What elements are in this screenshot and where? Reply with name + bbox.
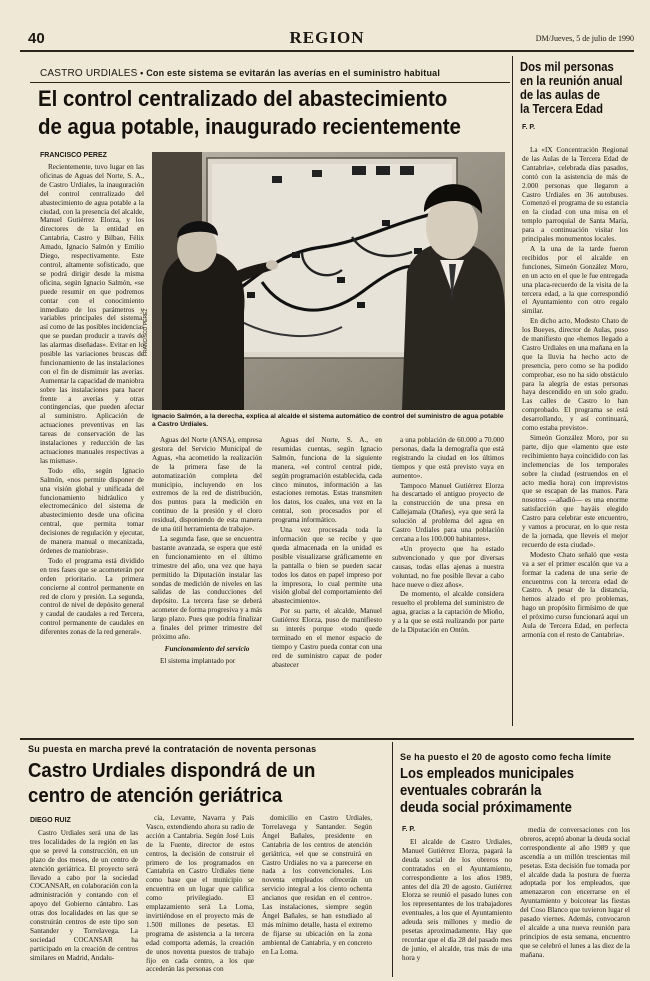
- bottom-right-col1-text: El alcalde de Castro Urdiales, Manuel Gutiérrez Elorza, pagará la deuda social de los obreros no contratados en el Ayuntamiento, correspondiente a los años 1989, antes del día 20 de agosto. Gutiérrez Elorza se reunió el pasado lunes con los representantes de los trabajadores eventuales, a los que el Ayuntamiento adeuda seis millones y medio de pesetas aproximadamente. Hay que recordar que el día 28 del pasado mes de junio, el alcalde, tras más de una hora y: [402, 838, 512, 962]
- main-kicker-place: CASTRO URDIALES: [40, 68, 138, 79]
- main-col3-paragraph: Por su parte, el alcalde, Manuel Gutiérrez Elorza, puso de manifiesto su interés porque «todo quede terminado en el menor espacio de tiempo y Castro pueda contar con una red de suministro capaz de poder abastecer: [272, 607, 382, 669]
- main-col2-paragraph: La segunda fase, que se encuentra bastante avanzada, se espera que esté en funcionamiento en el último trimestre del año, una vez que haya permitido la Diputación instalar las sondas de medición de niveles en las salidas de las conducciones del depósito. La tercera fase se deberá acometer de forma progresiva y a más largo plazo. Pues que podría finalizar a finales del primer trimestre del próximo año.: [152, 534, 262, 641]
- main-col2-tail: El sistema implantado por: [160, 656, 236, 665]
- main-col1-paragraph: Todo el programa está dividido en tres fases que se acometerán por orden prioritario. La primera concierne al control permanente en red de cloro y presión. La segunda, control de nivel de depósito general y caudal de caudales a red Tercera, control permanente de caudales en diferentes zonas de la red general».: [40, 556, 144, 637]
- bottom-left-headline-line-2: centro de atención geriátrica: [28, 785, 283, 807]
- main-col1-paragraph: Todo ello, según Ignacio Salmón, «nos permite disponer de una visión global y unificada del funcionamiento hidráulico y electromecánico del sistema de abastecimiento desde una oficina central, que permita tomar decisiones de regulación y ejecutar, de manera manual o mecanizada, órdenes de maniobras».: [40, 466, 144, 555]
- main-col2-paragraph: Aguas del Norte (ANSA), empresa gestora del Servicio Municipal de Aguas, «ha acometido la realización de la primera fase de la automatización completa del municipio, incluyendo en los extremos de la red de distribución, dos puntos para la medición en continuo de la presión y el cloro residual, disponiendo de esta manera de una útil herramienta de trabajo».: [152, 436, 262, 534]
- bottom-column-divider: [392, 742, 393, 977]
- photo-credit: FRANCISCO PEREZ: [143, 308, 149, 356]
- bottom-right-column-2: [520, 826, 630, 978]
- sidebar-column: [522, 146, 628, 730]
- bottom-left-col2-text: cía, Levante, Navarra y País Vasco, extendiendo ahora su radio de acción a Cantabria. Según José Luis de la Fuente, director de estos centros, la decisión de construir el primero de los programados en Cantabria en Castro Urdiales tiene como base que el municipio se encuentra en un lugar que califica como privilegiado. El emplazamiento será La Loma, invirtiéndose en el proyecto más de 1.500 millones de pesetas. El programa de asistencia a la tercera edad comporta además, la creación de unos noventa puestos de trabajo fijo en cada centro, a los que accederán las personas con: [146, 814, 254, 974]
- bottom-left-col1-text: Castro Urdiales será una de las tres localidades de la región en las que se prevé la construcción, en un plazo de dos meses, de un centro de atención geriátrica. El proyecto será llevado a cabo por la sociedad COCANSAR, en colaboración con la administración y contando con el apoyo del Gobierno cántabro. Las otras dos localidades en las que se construirán centros de este tipo son Santander y Torrelavega. La sociedad COCANSAR ha participado en la creación de centros similares en Madrid, Andalu-: [30, 829, 138, 962]
- photo-illustration: [152, 152, 505, 410]
- main-kicker-text: • Con este sistema se evitarán las averías en el suministro habitual: [140, 68, 441, 78]
- bottom-right-headline-line-2: eventuales cobrarán la: [400, 783, 542, 799]
- dateline: DM/Jueves, 5 de julio de 1990: [535, 34, 634, 43]
- sidebar-paragraph: En dicho acto, Modesto Chato de los Bueyes, director de Aulas, puso de manifiesto que «hemos llegado a Castro Urdiales en una mañana en la que la lluvia ha hecho acto de presencia, pero como se ha podido comprobar, eso no ha sido obstáculo para la alegría de estas personas haya descendido en un solo grado. Las calles de Castro lo han comprobado. El programa se está desarrollando, y así continuará, como estaba previsto».: [522, 317, 628, 433]
- bottom-right-kicker: Se ha puesto el 20 de agosto como fecha límite: [400, 752, 612, 762]
- main-col2-subhead: Funcionamiento del servicio: [164, 644, 250, 653]
- section-divider: [20, 738, 634, 740]
- divider: [30, 82, 510, 83]
- bottom-right-byline: F. P.: [402, 826, 416, 833]
- sidebar-paragraph: Modesto Chato señaló que «esta va a ser el primer escalón que va a formar la cadena de una serie de encuentros con la tercera edad de Castro. A pesar de la distancia, hemos alzado el pro problemas, hago un propósito firmísimo de que el próximo curso funcionará aquí un Aula de Tercera Edad, en perfecta armonía con el resto de Cantabria».: [522, 550, 628, 639]
- main-col4-paragraph: «Un proyecto que ha estado subvencionado y que por diversas causas, todas ellas ajenas a nuestra voluntad, no fue posible llevar a cabo hace nueve o diez años».: [392, 544, 504, 589]
- bottom-left-byline: DIEGO RUIZ: [30, 817, 71, 824]
- sidebar-paragraph: A la una de la tarde fueron recibidos por el alcalde en funciones, Simeón González Moro, en un acto en el que le fue entregada una placa-recuerdo de la visita de la tercera edad, a la que correspondió el Ayuntamiento con otro regalo similar.: [522, 244, 628, 316]
- page-number: 40: [28, 30, 45, 47]
- photo: [152, 152, 505, 410]
- sidebar-paragraph: La «IX Concentración Regional de las Aulas de la Tercera Edad de Cantabria», celebrada días pasados, contó con la asistencia de más de 2.000 personas que llegaron a Castro Urdiales en 36 autobuses. Comenzó el programa de su estancia en la ciudad con una misa en el templo parroquial de Santa María, para a continuación visitar los principales monumentos locales.: [522, 146, 628, 244]
- column-divider: [512, 56, 513, 726]
- main-col4-paragraph: De momento, el alcalde considera resuelto el problema del suministro de agua, gracias a la captación de Mioño, y a la que se está realizando por parte de la Diputación en Ontón.: [392, 590, 504, 635]
- main-col3-paragraph: Una vez procesada toda la información que se recibe y que queda almacenada en la unidad es posible visualizarse gráficamente en la pantalla o bien se pueden sacar todos los datos en papel impreso por la impresora, lo cual permite una visión global del comportamiento del abastecimiento».: [272, 526, 382, 606]
- sidebar-byline: F. P.: [522, 124, 536, 131]
- bottom-left-headline-line-1: Castro Urdiales dispondrá de un: [28, 760, 316, 782]
- main-column-2: [152, 436, 262, 726]
- bottom-right-headline-line-3: deuda social próximamente: [400, 800, 572, 816]
- main-headline-line-2: de agua potable, inaugurado recientemente: [38, 114, 461, 139]
- sidebar-paragraph: Simeón González Moro, por su parte, dijo que «lamento que este recibimiento haya coincidido con las inclemencias de los temporales sobre la ciudad (estruendos en el acto media hora) con imprevistos que se escapan de las manos. Para nosotros —añadió— es una enorme satisfacción que hayáis elegido Castro para celebrar este encuentro, y vamos a procurar, en lo que resta de la jornada, que lleveis el mejor recuerdo de esta ciudad».: [522, 434, 628, 549]
- sidebar-headline-line-4: la Tercera Edad: [520, 102, 603, 116]
- bottom-left-kicker: Su puesta en marcha prevé la contratación de noventa personas: [28, 744, 317, 754]
- main-col3-paragraph: Aguas del Norte, S. A., en resumidas cuentas, según Ignacio Salmón, funciona de la siguiente manera, «el control central pide, según programación establecida, cada cinco minutos, información a las estaciones remotas. Estas transmiten los datos, los cuales, una vez en la central, son procesados por el programa informático.: [272, 436, 382, 525]
- main-col1-paragraph: Recientemente, tuvo lugar en las oficinas de Aguas del Norte, S. A., de Castro Urdiales, la inauguración del control centralizado del abastecimiento de agua potable a la ciudad, con la presencia del alcalde, Manuel Gutiérrez Elorza, y los directores de la entidad en Cantabria, Castro y Bilbao, Félix Amado, Ignacio Salmón y Emilio Diego, respectivamente. Este control, altamente sofisticado, que se podrá dirigir desde la misma oficina, según Ignacio Salmón, «se puede resumir en que podremos contar con el conocimiento inmediato de los parámetros y variables principales del sistema, así como de las posibles incidencias que se puedan producir a través de las alarmas diseñadas». Evitar en lo posible las variaciones bruscas de funcionamiento de las instalaciones con el fin de disminuir las averías. Aumentar la capacidad de maniobra sobre las instalaciones para hacer frente a averías y otras contingencias, que pueden afectar al suministro. Aplicación de actuaciones preventivas en las tareas de conservación de las instalaciones y reducción de las actuaciones manuales respectivas a las mismas».: [40, 163, 144, 465]
- main-column-4: [392, 436, 504, 726]
- bottom-left-col3-text: domicilio en Castro Urdiales, Torrelavega y Santander. Según Ángel Bañales, presidente en Cantabria de los centros de atención geriátrica, «el que se construirá en Castro Urdiales no va a parecerse en nada a los convencionales. Los noventa empleados ofrecerán un servicio integral a los ciento ochenta ancianos que residan en el centro». Las instalaciones, siempre según Ángel Bañales, se han estudiado al más mínimo detalle, hasta el extremo de fijarse su ubicación en la zona ambiental de Cantabria, y en concreto en La Loma.: [262, 814, 372, 956]
- main-col4-paragraph: Tampoco Manuel Gutiérrez Elorza ha descartado el antiguo proyecto de la construcción de una presa en Callejamala (Otañes), «ya que será la solución al problema del agua en Castro Urdiales para una población cercana a los 100.000 habitantes».: [392, 481, 504, 543]
- bottom-right-column-1: [402, 838, 512, 978]
- main-column-3: [272, 436, 382, 726]
- photo-caption: Ignacio Salmón, a la derecha, explica al alcalde el sistema automático de control del suministro de agua potable a Castro Urdiales.: [152, 413, 504, 428]
- main-headline-line-1: El control centralizado del abastecimiento: [38, 86, 448, 111]
- main-column-1: [40, 163, 144, 637]
- page-header: [20, 28, 634, 52]
- bottom-left-column-2: [146, 814, 254, 979]
- sidebar-headline-line-3: de las aulas de: [520, 88, 601, 102]
- bottom-right-col2-text: media de conversaciones con los obreros, aceptó abonar la deuda social correspondiente al año 1989 y que ascendía a un millón trescientas mil pesetas. Esta decisión fue tomada por el alcalde dada la postura de fuerza adoptada por los empleados, que amenazaron con encerrarse en el Ayuntamiento y boicotear las fiestas del Coso Blanco que tuvieron lugar el pasado viernes. Además, convocaron el alcalde a una nueva reunión para principios de esta semana, encuentro que se celebró el lunes a las diez de la mañana.: [520, 826, 630, 959]
- main-kicker: [40, 68, 500, 79]
- bottom-right-headline-line-1: Los empleados municipales: [400, 766, 575, 782]
- main-col4-paragraph: a una población de 60.000 a 70.000 personas, dada la demografía que está registrando la ciudad en los últimos tiempos y que está previsto vaya en aumento».: [392, 436, 504, 480]
- bottom-left-column-1: [30, 829, 138, 979]
- main-byline: FRANCISCO PEREZ: [40, 152, 107, 159]
- bottom-left-column-3: [262, 814, 372, 979]
- sidebar-headline-line-1: Dos mil personas: [520, 60, 614, 74]
- section-title: REGION: [289, 28, 365, 47]
- sidebar-headline-line-2: en la reunión anual: [520, 74, 623, 88]
